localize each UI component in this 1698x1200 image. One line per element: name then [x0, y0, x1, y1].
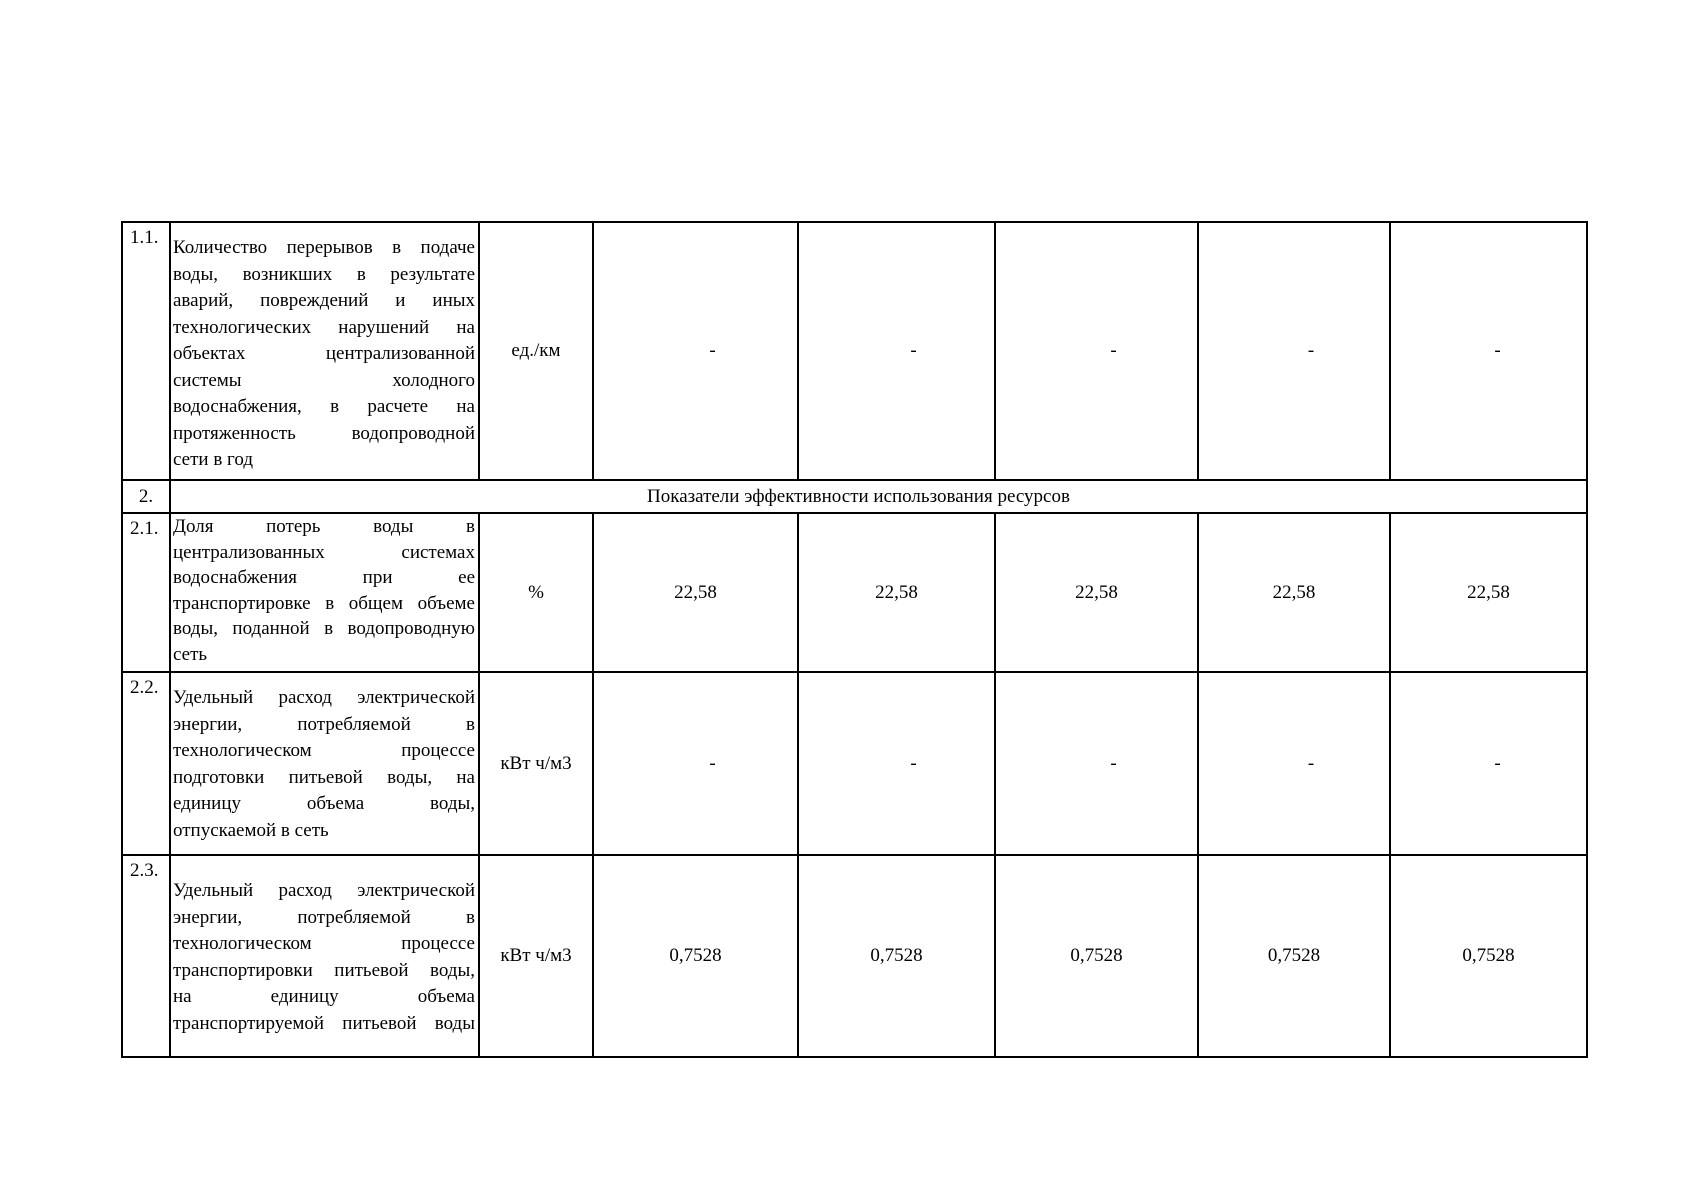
description-line: Удельный расход электрической — [173, 687, 475, 708]
description-line: на единицу объема — [173, 986, 475, 1007]
row-description — [170, 222, 479, 480]
description-line: аварий, повреждений и иных — [173, 290, 475, 311]
unit-cell: % — [479, 513, 593, 672]
description-line: технологических нарушений на — [173, 316, 475, 338]
description-line: системы холодного — [173, 369, 475, 391]
value-cell: 22,58 — [593, 513, 798, 672]
description-line: транспортировки питьевой воды, — [173, 959, 475, 981]
description-line: воды, возникших в результате — [173, 263, 475, 285]
description-line: технологическом процессе — [173, 740, 475, 761]
description-line: транспортируемой питьевой воды — [173, 1012, 475, 1034]
description-line: протяженность водопроводной — [173, 422, 475, 444]
description-line: объектах централизованной — [173, 343, 475, 364]
value-cell: - — [593, 222, 798, 480]
value-cell: - — [593, 672, 798, 855]
value-cell: 22,58 — [1390, 513, 1587, 672]
description-line: водоснабжения при ее — [173, 567, 475, 588]
row-number: 2.3. — [122, 855, 170, 1057]
description-line: подготовки питьевой воды, на — [173, 766, 475, 788]
description-line: Доля потерь воды в — [173, 516, 475, 537]
value-cell: 0,7528 — [798, 855, 995, 1057]
table-row — [122, 672, 1587, 855]
description-line: централизованных системах — [173, 541, 475, 563]
row-description — [170, 855, 479, 1057]
row-number: 2.1. — [122, 513, 170, 672]
description-line: сети в год — [173, 449, 253, 470]
value-cell: - — [995, 672, 1198, 855]
value-cell: 22,58 — [798, 513, 995, 672]
row-number: 1.1. — [122, 222, 170, 480]
value-cell: - — [1390, 672, 1587, 855]
table-row — [122, 222, 1587, 480]
value-cell: - — [798, 672, 995, 855]
description-line: Количество перерывов в подаче — [173, 237, 475, 258]
indicators-table — [121, 221, 1588, 1058]
value-cell: 0,7528 — [995, 855, 1198, 1057]
unit-cell: кВт ч/м3 — [479, 855, 593, 1057]
row-description — [170, 672, 479, 855]
value-cell: 0,7528 — [1390, 855, 1587, 1057]
value-cell: 0,7528 — [1198, 855, 1390, 1057]
row-description — [170, 513, 479, 672]
description-line: отпускаемой в сеть — [173, 819, 329, 841]
description-line: технологическом процессе — [173, 933, 475, 954]
table-row — [122, 855, 1587, 1057]
table-row — [122, 513, 1587, 672]
description-line: транспортировке в общем объеме — [173, 592, 475, 614]
description-line: энергии, потребляемой в — [173, 713, 475, 735]
value-cell: 22,58 — [995, 513, 1198, 672]
value-cell: - — [995, 222, 1198, 480]
description-line: единицу объема воды, — [173, 793, 475, 814]
unit-cell: ед./км — [479, 222, 593, 480]
value-cell: - — [798, 222, 995, 480]
description-line: воды, поданной в водопроводную — [173, 618, 475, 639]
value-cell: - — [1198, 672, 1390, 855]
description-line: энергии, потребляемой в — [173, 906, 475, 928]
row-number: 2.2. — [122, 672, 170, 855]
description-line: Удельный расход электрической — [173, 880, 475, 901]
section-title: Показатели эффективности использования ресурсов — [170, 480, 1587, 513]
value-cell: 22,58 — [1198, 513, 1390, 672]
section-number: 2. — [122, 480, 170, 513]
description-line: сеть — [173, 643, 208, 665]
value-cell: - — [1198, 222, 1390, 480]
section-row — [122, 480, 1587, 513]
value-cell: 0,7528 — [593, 855, 798, 1057]
value-cell: - — [1390, 222, 1587, 480]
description-line: водоснабжения, в расчете на — [173, 396, 475, 417]
unit-cell: кВт ч/м3 — [479, 672, 593, 855]
